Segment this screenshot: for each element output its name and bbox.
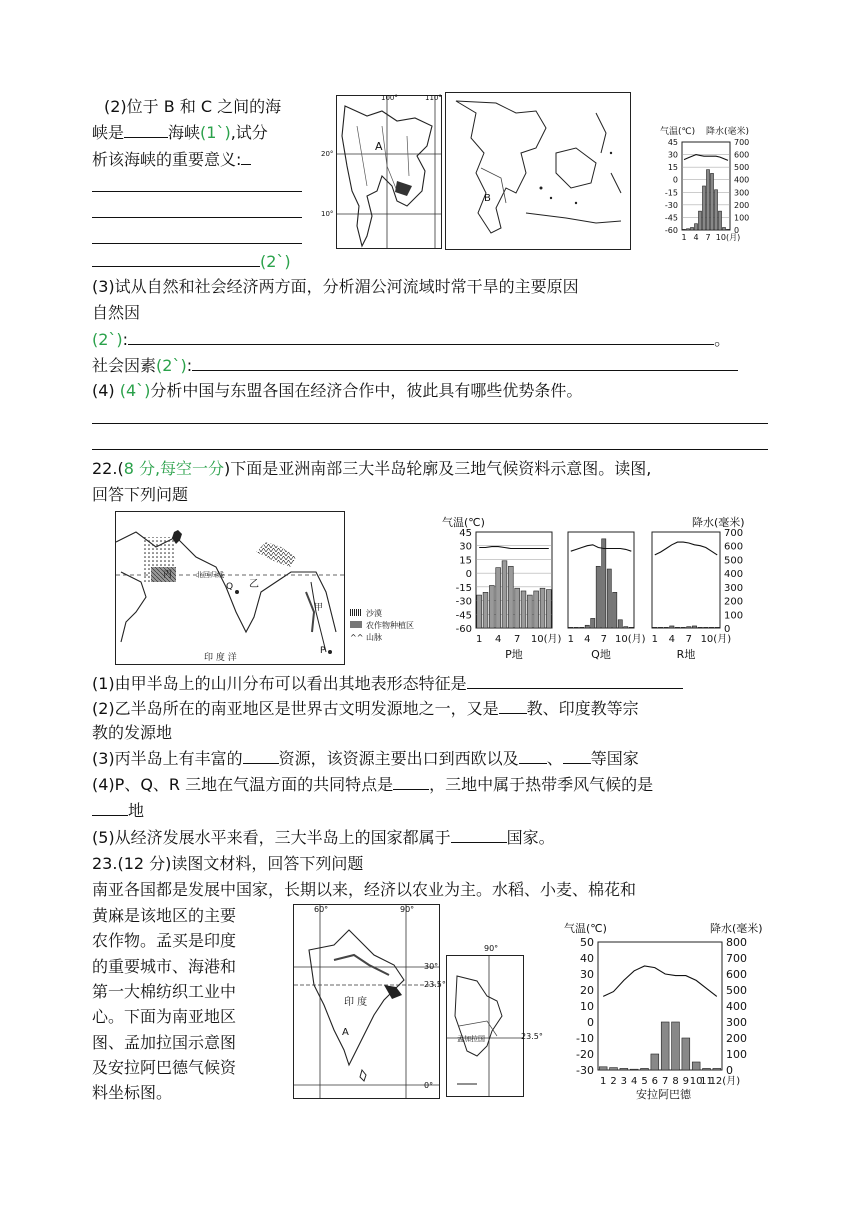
answer-line[interactable] bbox=[92, 423, 768, 424]
precip-bar bbox=[706, 170, 709, 230]
x-tick-label: 12(月) bbox=[709, 1076, 741, 1087]
precip-bar bbox=[574, 627, 578, 628]
precip-tick-label: 300 bbox=[726, 1016, 747, 1029]
legend-label: 农作物种植区 bbox=[366, 621, 414, 630]
answer-blank[interactable] bbox=[192, 354, 738, 371]
precip-tick-label: 0 bbox=[734, 226, 740, 235]
temp-tick-label: 45 bbox=[459, 528, 472, 539]
precip-bar bbox=[698, 211, 701, 230]
label-jia: 甲 bbox=[314, 603, 324, 613]
precip-bar bbox=[682, 1038, 690, 1070]
precip-axis-title: 降水(毫米) bbox=[706, 127, 750, 137]
lon-label: 60° bbox=[314, 905, 329, 914]
answer-line[interactable] bbox=[92, 217, 302, 218]
precip-bar bbox=[653, 627, 657, 628]
crop-swatch bbox=[350, 621, 362, 628]
answer-line[interactable] bbox=[92, 191, 302, 192]
precip-bar bbox=[489, 585, 494, 628]
temp-tick-label: 15 bbox=[667, 163, 678, 173]
legend-label: 沙漠 bbox=[366, 609, 382, 618]
precip-bar bbox=[714, 190, 717, 230]
temp-tick-label: 45 bbox=[667, 138, 678, 147]
x-tick-label: 4 bbox=[668, 634, 676, 645]
x-tick-label: 10(月) bbox=[715, 233, 741, 242]
precip-tick-label: 100 bbox=[734, 213, 750, 223]
q23-side-line: 图、孟加拉国示意图 bbox=[92, 1032, 237, 1052]
plot-frame bbox=[598, 942, 722, 1070]
label-india: 印 度 bbox=[344, 997, 368, 1008]
label-q: Q bbox=[226, 582, 234, 592]
precip-bar bbox=[602, 539, 606, 628]
temp-line bbox=[655, 542, 717, 555]
x-tick-label: 5 bbox=[641, 1076, 648, 1087]
precip-axis-title: 降水(毫米) bbox=[710, 922, 763, 935]
q23-side-line: 黄麻是该地区的主要 bbox=[92, 906, 237, 925]
southeast-asia-map bbox=[445, 92, 631, 250]
x-tick-label: 1 bbox=[681, 233, 687, 242]
lat-label: 23.5° bbox=[521, 1032, 543, 1041]
label-a: A bbox=[375, 140, 383, 153]
x-tick-label: 8 bbox=[672, 1076, 679, 1087]
text: 资源，该资源主要出口到西欧以及 bbox=[278, 749, 519, 768]
temp-tick-label: 15 bbox=[459, 555, 472, 567]
q21-p2-line3 bbox=[92, 148, 251, 171]
q23-title: 23.(12 分)读图文材料，回答下列问题 bbox=[92, 854, 364, 873]
precip-bar bbox=[508, 566, 513, 628]
text: 国家。 bbox=[506, 828, 555, 847]
desert-swatch bbox=[350, 609, 362, 616]
precip-bar bbox=[675, 627, 679, 628]
precip-bar bbox=[690, 227, 693, 230]
x-tick-label: 4 bbox=[630, 1076, 638, 1087]
temp-tick-label: 50 bbox=[580, 936, 594, 949]
temp-axis-title: 气温(℃) bbox=[442, 516, 485, 529]
text: 。 bbox=[714, 330, 731, 349]
precip-bar bbox=[540, 588, 545, 628]
panel-title: R地 bbox=[676, 648, 696, 661]
precip-bar bbox=[641, 1068, 649, 1070]
precip-bar bbox=[613, 592, 617, 628]
answer-blank[interactable] bbox=[451, 826, 507, 843]
temp-line bbox=[603, 966, 717, 996]
temp-axis-title: 气温(℃) bbox=[660, 127, 696, 137]
label-a: A bbox=[342, 1027, 349, 1038]
x-tick-label: 4 bbox=[693, 233, 699, 242]
bangladesh-inset-map bbox=[446, 944, 543, 1097]
precip-tick-label: 600 bbox=[724, 541, 744, 553]
label-ocean: 印 度 洋 bbox=[204, 653, 237, 663]
text: 分析中国与东盟各国在经济合作中，彼此具有哪些优势条件。 bbox=[150, 381, 583, 400]
q21-p4-line bbox=[92, 380, 582, 402]
label-bing: 丙 bbox=[163, 570, 173, 580]
lat-label: 23.5° bbox=[424, 980, 446, 989]
text: 海峡 bbox=[168, 123, 201, 142]
precip-bar bbox=[664, 627, 668, 628]
label-yi: 乙 bbox=[249, 579, 259, 590]
x-tick-label: 4 bbox=[494, 634, 502, 645]
precip-bar bbox=[630, 1069, 638, 1070]
temp-tick-label: 10 bbox=[580, 1000, 594, 1013]
x-tick-label: 10(月) bbox=[700, 634, 732, 645]
answer-blank[interactable] bbox=[92, 799, 128, 816]
q21-p3-line3 bbox=[92, 328, 730, 351]
score: (2`) bbox=[92, 330, 123, 349]
x-tick-label: 11 bbox=[700, 1076, 713, 1087]
temp-tick-label: -30 bbox=[664, 200, 678, 210]
temp-tick-label: -45 bbox=[455, 610, 472, 622]
label-tropic: 北回归线 bbox=[196, 571, 224, 579]
text: ，三地中属于热带季风气候的是 bbox=[429, 775, 654, 794]
precip-bar bbox=[502, 561, 507, 628]
lat-label: 30° bbox=[424, 962, 439, 971]
q23-side-line: 农作物。孟买是印度 bbox=[92, 931, 237, 951]
label-p: P bbox=[320, 646, 326, 656]
answer-line[interactable] bbox=[92, 449, 768, 450]
q22-s4-cont bbox=[92, 799, 144, 822]
x-tick-label: 3 bbox=[620, 1076, 628, 1087]
precip-bar bbox=[661, 1022, 669, 1070]
precip-bar bbox=[715, 627, 719, 628]
precip-bar bbox=[607, 569, 611, 628]
precip-bar bbox=[599, 1067, 607, 1070]
answer-blank[interactable] bbox=[92, 250, 260, 267]
x-tick-label: 6 bbox=[651, 1076, 659, 1087]
x-tick-label: 1 bbox=[475, 634, 483, 645]
precip-bar bbox=[629, 627, 633, 628]
q23-side-line: 的重要城市、海港和 bbox=[92, 956, 237, 976]
q21-p3-line4 bbox=[92, 354, 738, 377]
x-tick-label: 2 bbox=[610, 1076, 617, 1087]
lon-label: 90° bbox=[400, 905, 415, 914]
text: (4) bbox=[92, 381, 120, 400]
text: (5)从经济发展水平来看，三大半岛上的国家都属于 bbox=[92, 828, 451, 847]
climate-charts-22 bbox=[434, 512, 774, 662]
temp-tick-label: -10 bbox=[576, 1032, 594, 1045]
q22-s2-cont: 教的发源地 bbox=[92, 723, 173, 742]
text: )下面是亚洲南部三大半岛轮廓及三地气候资料示意图。读图, bbox=[224, 459, 652, 478]
precip-tick-label: 700 bbox=[724, 528, 744, 539]
precip-bar bbox=[709, 627, 713, 628]
answer-blank[interactable] bbox=[393, 773, 429, 790]
lon-label: 100° bbox=[381, 94, 398, 102]
text: 22.( bbox=[92, 459, 124, 478]
chart-21-svg bbox=[656, 136, 766, 246]
answer-blank[interactable] bbox=[519, 747, 547, 764]
precip-bar bbox=[521, 591, 526, 628]
precip-bar bbox=[692, 1062, 700, 1070]
temp-tick-label: 30 bbox=[667, 150, 678, 160]
precip-tick-label: 600 bbox=[726, 968, 747, 981]
temp-tick-label: 30 bbox=[459, 541, 472, 553]
precip-bar bbox=[546, 590, 551, 628]
precip-tick-label: 700 bbox=[734, 138, 750, 147]
text: (1)由甲半岛上的山川分布可以看出其地表形态特征是 bbox=[92, 674, 467, 693]
score: (1`) bbox=[200, 123, 231, 142]
precip-bar bbox=[718, 211, 721, 230]
temp-tick-label: 20 bbox=[580, 984, 594, 997]
q23-side-line: 及安拉阿巴德气候资 bbox=[92, 1057, 237, 1077]
temp-line bbox=[571, 545, 632, 551]
text: (3)丙半岛上有丰富的 bbox=[92, 749, 243, 768]
precip-bar bbox=[670, 626, 674, 628]
temp-tick-label: -30 bbox=[576, 1064, 594, 1077]
precip-tick-label: 600 bbox=[734, 150, 750, 160]
temp-line bbox=[684, 155, 728, 161]
temp-tick-label: 0 bbox=[587, 1016, 594, 1029]
q22-s2 bbox=[92, 697, 639, 720]
precip-tick-label: 0 bbox=[726, 1064, 733, 1077]
q21-p2-line2 bbox=[92, 121, 268, 144]
precip-bar bbox=[624, 627, 628, 628]
precip-bar bbox=[703, 1068, 711, 1070]
temp-tick-label: -60 bbox=[455, 624, 472, 635]
temp-tick-label: 40 bbox=[580, 952, 594, 965]
temp-tick-label: -45 bbox=[664, 213, 678, 223]
answer-blank[interactable] bbox=[243, 747, 279, 764]
q23-line1: 南亚各国都是发展中国家，长期以来，经济以农业为主。水稻、小麦、棉花和 bbox=[92, 880, 637, 899]
text: (2)乙半岛所在的南亚地区是世界古文明发源地之一，又是 bbox=[92, 699, 499, 718]
precip-tick-label: 400 bbox=[734, 175, 750, 185]
precip-bar bbox=[658, 627, 662, 628]
precip-bar bbox=[672, 1022, 680, 1070]
precip-tick-label: 700 bbox=[726, 952, 747, 965]
text: 、 bbox=[546, 749, 563, 768]
indochina-map bbox=[321, 94, 442, 249]
temp-tick-label: 0 bbox=[672, 175, 678, 185]
precip-bar bbox=[681, 627, 685, 628]
precip-bar bbox=[682, 229, 685, 230]
q23-side-line: 料坐标图。 bbox=[92, 1083, 173, 1103]
x-tick-label: 10 bbox=[689, 1076, 703, 1087]
precip-bar bbox=[651, 1054, 659, 1070]
answer-line[interactable] bbox=[92, 243, 302, 244]
q21-p2-line1: (2)位于 B 和 C 之间的海 bbox=[104, 97, 282, 116]
answer-blank[interactable] bbox=[124, 121, 168, 138]
q22-intro2: 回答下列问题 bbox=[92, 485, 189, 504]
precip-bar bbox=[692, 626, 696, 628]
score: (4`) bbox=[119, 381, 151, 400]
precip-bar bbox=[580, 627, 584, 628]
q22-intro bbox=[92, 458, 651, 480]
climate-chart-21 bbox=[656, 124, 766, 246]
text: 教、印度教等宗 bbox=[526, 699, 639, 718]
x-tick-label: 10(月) bbox=[530, 634, 562, 645]
answer-blank[interactable] bbox=[467, 672, 683, 689]
score: (2`) bbox=[260, 252, 291, 271]
temp-axis-title: 气温(℃) bbox=[564, 922, 607, 935]
q22-s1 bbox=[92, 672, 683, 695]
text: : bbox=[122, 330, 129, 349]
x-tick-label: 4 bbox=[584, 634, 591, 645]
lon-label: 110° bbox=[425, 94, 442, 102]
text: 等国家 bbox=[590, 749, 639, 768]
text: : bbox=[186, 356, 193, 375]
q21-p3-line2: 自然因 bbox=[92, 303, 141, 322]
south-asia-peninsulas-map bbox=[115, 511, 414, 665]
precip-tick-label: 500 bbox=[734, 163, 750, 173]
legend-label: 山脉 bbox=[366, 633, 382, 642]
answer-blank[interactable] bbox=[241, 148, 251, 165]
plot-frame bbox=[568, 532, 634, 628]
temp-tick-label: 0 bbox=[465, 569, 472, 581]
x-tick-label: 10(月) bbox=[614, 634, 646, 645]
south-asia-map bbox=[293, 904, 446, 1099]
precip-bar bbox=[496, 568, 501, 628]
label-b: B bbox=[484, 193, 491, 204]
text: 地 bbox=[128, 801, 145, 820]
precip-tick-label: 100 bbox=[726, 1048, 747, 1061]
x-tick-label: 7 bbox=[513, 634, 521, 645]
chart-23-svg bbox=[560, 934, 774, 1100]
temp-line bbox=[479, 547, 549, 549]
chart-title: 安拉阿巴德 bbox=[636, 1088, 691, 1101]
lat-label: 0° bbox=[424, 1081, 434, 1090]
temp-tick-label: -30 bbox=[455, 596, 472, 608]
x-tick-label: 7 bbox=[705, 233, 711, 242]
precip-tick-label: 200 bbox=[734, 200, 750, 210]
precip-bar bbox=[620, 1068, 628, 1070]
x-tick-label: 9 bbox=[682, 1076, 690, 1087]
temp-tick-label: 30 bbox=[580, 968, 594, 981]
panel-title: Q地 bbox=[591, 648, 611, 661]
precip-bar bbox=[527, 595, 532, 628]
precip-tick-label: 400 bbox=[726, 1000, 747, 1013]
precip-bar bbox=[686, 229, 689, 230]
precip-tick-label: 100 bbox=[724, 610, 744, 622]
precip-bar bbox=[534, 591, 539, 628]
precip-bar bbox=[698, 627, 702, 628]
precip-tick-label: 200 bbox=[726, 1032, 747, 1045]
lat-label: 20° bbox=[321, 150, 334, 158]
x-tick-label: 7 bbox=[685, 634, 693, 645]
x-tick-label: 1 bbox=[599, 1076, 607, 1087]
precip-tick-label: 0 bbox=[724, 624, 731, 635]
precip-bar bbox=[694, 224, 697, 230]
label-bangladesh: 孟加拉国 bbox=[457, 1035, 485, 1043]
panel-title: P地 bbox=[505, 648, 523, 661]
text: 社会因素 bbox=[92, 356, 157, 375]
precip-tick-label: 500 bbox=[724, 555, 744, 567]
x-tick-label: 1 bbox=[651, 634, 659, 645]
q23-side-line: 心。下面为南亚地区 bbox=[92, 1007, 237, 1027]
mountain-swatch: ^^ bbox=[350, 633, 364, 642]
score: 8 分,每空一分 bbox=[123, 459, 225, 478]
q21-p2-line4 bbox=[92, 250, 291, 273]
precip-bar bbox=[569, 627, 573, 628]
precip-bar bbox=[710, 173, 713, 230]
precip-bar bbox=[477, 595, 482, 628]
lon-label: 90° bbox=[484, 944, 499, 953]
answer-blank[interactable] bbox=[499, 697, 527, 714]
precip-bar bbox=[610, 1068, 618, 1070]
precip-bar bbox=[618, 620, 622, 628]
q21-p3-line1: (3)试从自然和社会经济两方面，分析湄公河流域时常干旱的主要原因 bbox=[92, 277, 579, 296]
chart-22-svg bbox=[434, 526, 774, 662]
precip-bar bbox=[722, 227, 725, 230]
x-tick-label: 1 bbox=[567, 634, 574, 645]
lat-label: 10° bbox=[321, 210, 334, 218]
temp-tick-label: -15 bbox=[664, 188, 678, 198]
precip-bar bbox=[515, 588, 520, 628]
x-tick-label: 7 bbox=[661, 1076, 669, 1087]
precip-bar bbox=[483, 592, 488, 628]
precip-bar bbox=[585, 625, 589, 628]
temp-tick-label: -60 bbox=[664, 226, 678, 235]
precip-bar bbox=[704, 627, 708, 628]
precip-tick-label: 400 bbox=[724, 569, 744, 581]
plot-frame bbox=[682, 142, 730, 230]
text: (4)P、Q、R 三地在气温方面的共同特点是 bbox=[92, 775, 394, 794]
x-tick-label: 7 bbox=[600, 634, 607, 645]
q22-s4 bbox=[92, 773, 653, 796]
plot-frame bbox=[652, 532, 720, 628]
precip-bar bbox=[687, 627, 691, 628]
climate-chart-23 bbox=[560, 918, 774, 1102]
q22-s5 bbox=[92, 826, 555, 849]
precip-tick-label: 300 bbox=[734, 188, 750, 198]
q22-s3 bbox=[92, 747, 639, 770]
text: ,试分 bbox=[230, 123, 268, 142]
precip-bar bbox=[726, 229, 729, 230]
text: 峡是 bbox=[92, 123, 125, 142]
score: (2`) bbox=[156, 356, 187, 375]
precip-tick-label: 300 bbox=[724, 582, 744, 594]
precip-tick-label: 200 bbox=[724, 596, 744, 608]
precip-bar bbox=[591, 618, 595, 628]
text: 析该海峡的重要意义: bbox=[92, 150, 242, 169]
answer-blank[interactable] bbox=[128, 328, 714, 345]
q23-side-line: 第一大棉纺织工业中 bbox=[92, 981, 237, 1001]
precip-axis-title: 降水(毫米) bbox=[692, 516, 745, 529]
precip-tick-label: 500 bbox=[726, 984, 747, 997]
temp-tick-label: -20 bbox=[576, 1048, 594, 1061]
temp-tick-label: -15 bbox=[455, 582, 472, 594]
precip-bar bbox=[702, 186, 705, 230]
precip-bar bbox=[713, 1068, 721, 1070]
answer-blank[interactable] bbox=[563, 747, 591, 764]
precip-tick-label: 800 bbox=[726, 936, 747, 949]
precip-bar bbox=[596, 566, 600, 628]
